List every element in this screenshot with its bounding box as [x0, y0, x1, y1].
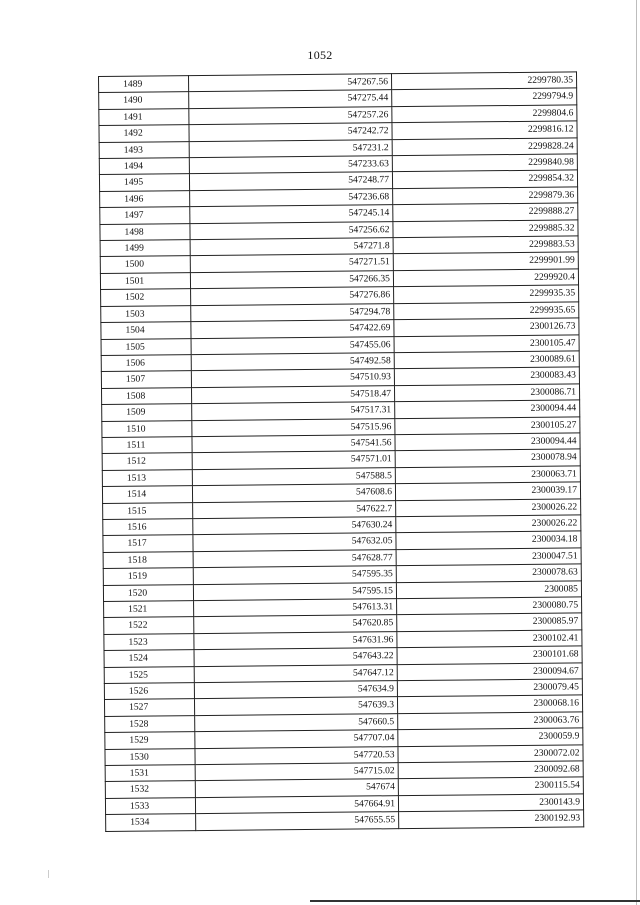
point-number-cell: 1519	[103, 568, 193, 585]
y-coordinate-cell: 2300143.9	[398, 794, 583, 812]
x-coordinate-cell: 547518.47	[191, 385, 394, 403]
point-number-cell: 1513	[102, 469, 192, 486]
x-coordinate-cell: 547242.72	[189, 123, 392, 141]
y-coordinate-cell: 2299879.36	[393, 187, 578, 205]
x-coordinate-cell: 547231.2	[189, 139, 392, 157]
point-number-cell: 1524	[104, 650, 194, 667]
point-number-cell: 1528	[105, 715, 195, 732]
y-coordinate-cell: 2300078.63	[396, 564, 581, 582]
x-coordinate-cell: 547588.5	[192, 467, 395, 485]
x-coordinate-cell: 547266.35	[190, 271, 393, 289]
y-coordinate-cell: 2299804.6	[392, 105, 577, 123]
y-coordinate-cell: 2300072.02	[398, 745, 583, 763]
x-coordinate-cell: 547510.93	[191, 369, 394, 387]
y-coordinate-cell: 2300086.71	[394, 384, 579, 402]
point-number-cell: 1517	[103, 535, 193, 552]
y-coordinate-cell: 2300079.45	[397, 679, 582, 697]
x-coordinate-cell: 547643.22	[194, 648, 397, 666]
point-number-cell: 1511	[102, 437, 192, 454]
x-coordinate-cell: 547271.51	[190, 254, 393, 272]
x-coordinate-cell: 547707.04	[195, 730, 398, 748]
y-coordinate-cell: 2299901.99	[393, 252, 578, 270]
x-coordinate-cell: 547294.78	[191, 303, 394, 321]
point-number-cell: 1529	[105, 732, 195, 749]
x-coordinate-cell: 547275.44	[189, 90, 392, 108]
y-coordinate-cell: 2300101.68	[397, 646, 582, 664]
x-coordinate-cell: 547613.31	[194, 599, 397, 617]
point-number-cell: 1496	[100, 190, 190, 207]
x-coordinate-cell: 547492.58	[191, 353, 394, 371]
point-number-cell: 1532	[105, 781, 195, 798]
y-coordinate-cell: 2300094.44	[395, 433, 580, 451]
point-number-cell: 1493	[99, 141, 189, 158]
y-coordinate-cell: 2300026.22	[396, 515, 581, 533]
x-coordinate-cell: 547267.56	[189, 74, 392, 92]
y-coordinate-cell: 2300105.47	[394, 334, 579, 352]
point-number-cell: 1512	[102, 453, 192, 470]
point-number-cell: 1498	[100, 223, 190, 240]
point-number-cell: 1489	[99, 76, 189, 93]
point-number-cell: 1501	[100, 272, 190, 289]
x-coordinate-cell: 547622.7	[193, 500, 396, 518]
point-number-cell: 1518	[103, 551, 193, 568]
x-coordinate-cell: 547595.35	[193, 566, 396, 584]
y-coordinate-cell: 2300192.93	[399, 810, 584, 828]
x-coordinate-cell: 547655.55	[196, 812, 399, 830]
point-number-cell: 1533	[105, 797, 195, 814]
x-coordinate-cell: 547631.96	[194, 631, 397, 649]
x-coordinate-cell: 547245.14	[190, 205, 393, 223]
y-coordinate-cell: 2299828.24	[392, 138, 577, 156]
x-coordinate-cell: 547634.9	[194, 681, 397, 699]
scan-mark	[48, 870, 49, 878]
page-number: 1052	[307, 48, 333, 62]
table-row	[106, 810, 584, 831]
x-coordinate-cell: 547632.05	[193, 533, 396, 551]
point-number-cell: 1521	[104, 601, 194, 618]
point-number-cell: 1510	[102, 420, 192, 437]
point-number-cell: 1509	[102, 404, 192, 421]
x-coordinate-cell: 547628.77	[193, 549, 396, 567]
y-coordinate-cell: 2300115.54	[398, 777, 583, 795]
point-number-cell: 1497	[100, 207, 190, 224]
y-coordinate-cell: 2300085.97	[397, 613, 582, 631]
x-coordinate-cell: 547271.8	[190, 238, 393, 256]
x-coordinate-cell: 547715.02	[195, 763, 398, 781]
x-coordinate-cell: 547608.6	[192, 484, 395, 502]
y-coordinate-cell: 2299935.65	[394, 302, 579, 320]
y-coordinate-cell: 2300094.67	[397, 663, 582, 681]
point-number-cell: 1490	[99, 92, 189, 109]
y-coordinate-cell: 2300039.17	[395, 482, 580, 500]
point-number-cell: 1526	[104, 683, 194, 700]
y-coordinate-cell: 2300083.43	[394, 367, 579, 385]
y-coordinate-cell: 2300126.73	[394, 318, 579, 336]
x-coordinate-cell: 547233.63	[189, 156, 392, 174]
point-number-cell: 1491	[99, 108, 189, 125]
point-number-cell: 1500	[100, 256, 190, 273]
point-number-cell: 1499	[100, 240, 190, 257]
x-coordinate-cell: 547248.77	[189, 172, 392, 190]
point-number-cell: 1522	[104, 617, 194, 634]
y-coordinate-cell: 2300105.27	[395, 416, 580, 434]
y-coordinate-cell: 2300068.16	[397, 695, 582, 713]
x-coordinate-cell: 547647.12	[194, 664, 397, 682]
point-number-cell: 1525	[104, 666, 194, 683]
y-coordinate-cell: 2299920.4	[393, 269, 578, 287]
x-coordinate-cell: 547257.26	[189, 106, 392, 124]
x-coordinate-cell: 547571.01	[192, 451, 395, 469]
y-coordinate-cell: 2300078.94	[395, 449, 580, 467]
point-number-cell: 1504	[101, 322, 191, 339]
x-coordinate-cell: 547256.62	[190, 221, 393, 239]
point-number-cell: 1527	[104, 699, 194, 716]
point-number-cell: 1495	[99, 174, 189, 191]
y-coordinate-cell: 2300092.68	[398, 761, 583, 779]
y-coordinate-cell: 2299854.32	[392, 170, 577, 188]
y-coordinate-cell: 2300080.75	[397, 597, 582, 615]
x-coordinate-cell: 547517.31	[192, 402, 395, 420]
point-number-cell: 1502	[101, 289, 191, 306]
y-coordinate-cell: 2300026.22	[396, 498, 581, 516]
point-number-cell: 1505	[101, 338, 191, 355]
y-coordinate-cell: 2299883.53	[393, 236, 578, 254]
point-number-cell: 1507	[101, 371, 191, 388]
bottom-rule	[310, 900, 640, 902]
point-number-cell: 1514	[102, 486, 192, 503]
y-coordinate-cell: 2300089.61	[394, 351, 579, 369]
point-number-cell: 1530	[105, 748, 195, 765]
point-number-cell: 1492	[99, 125, 189, 142]
page-edge-line	[636, 0, 637, 905]
y-coordinate-cell: 2299888.27	[393, 203, 578, 221]
point-number-cell: 1520	[103, 584, 193, 601]
y-coordinate-cell: 2300085	[396, 580, 581, 598]
x-coordinate-cell: 547515.96	[192, 418, 395, 436]
x-coordinate-cell: 547664.91	[195, 796, 398, 814]
x-coordinate-cell: 547236.68	[190, 189, 393, 207]
y-coordinate-cell: 2300047.51	[396, 548, 581, 566]
point-number-cell: 1508	[101, 387, 191, 404]
x-coordinate-cell: 547541.56	[192, 435, 395, 453]
x-coordinate-cell: 547276.86	[191, 287, 394, 305]
point-number-cell: 1523	[104, 633, 194, 650]
table-body	[99, 72, 584, 831]
x-coordinate-cell: 547639.3	[194, 697, 397, 715]
y-coordinate-cell: 2300063.71	[395, 466, 580, 484]
y-coordinate-cell: 2300034.18	[396, 531, 581, 549]
x-coordinate-cell: 547630.24	[193, 517, 396, 535]
y-coordinate-cell: 2299816.12	[392, 121, 577, 139]
x-coordinate-cell: 547595.15	[193, 582, 396, 600]
coordinate-table	[98, 71, 584, 845]
y-coordinate-cell: 2300059.9	[398, 728, 583, 746]
point-number-cell: 1503	[101, 305, 191, 322]
x-coordinate-cell: 547455.06	[191, 336, 394, 354]
x-coordinate-cell: 547422.69	[191, 320, 394, 338]
point-number-cell: 1531	[105, 765, 195, 782]
y-coordinate-cell: 2300094.44	[395, 400, 580, 418]
x-coordinate-cell: 547620.85	[194, 615, 397, 633]
point-number-cell: 1515	[103, 502, 193, 519]
y-coordinate-cell: 2299780.35	[391, 72, 576, 90]
y-coordinate-cell: 2299840.98	[392, 154, 577, 172]
point-number-cell: 1506	[101, 355, 191, 372]
point-number-cell: 1534	[106, 814, 196, 831]
x-coordinate-cell: 547720.53	[195, 746, 398, 764]
x-coordinate-cell: 547660.5	[195, 713, 398, 731]
point-number-cell: 1516	[103, 519, 193, 536]
y-coordinate-cell: 2299935.35	[394, 285, 579, 303]
x-coordinate-cell: 547674	[195, 779, 398, 797]
y-coordinate-cell: 2300063.76	[398, 712, 583, 730]
point-number-cell: 1494	[99, 158, 189, 175]
y-coordinate-cell: 2299794.9	[392, 88, 577, 106]
y-coordinate-cell: 2300102.41	[397, 630, 582, 648]
y-coordinate-cell: 2299885.32	[393, 220, 578, 238]
